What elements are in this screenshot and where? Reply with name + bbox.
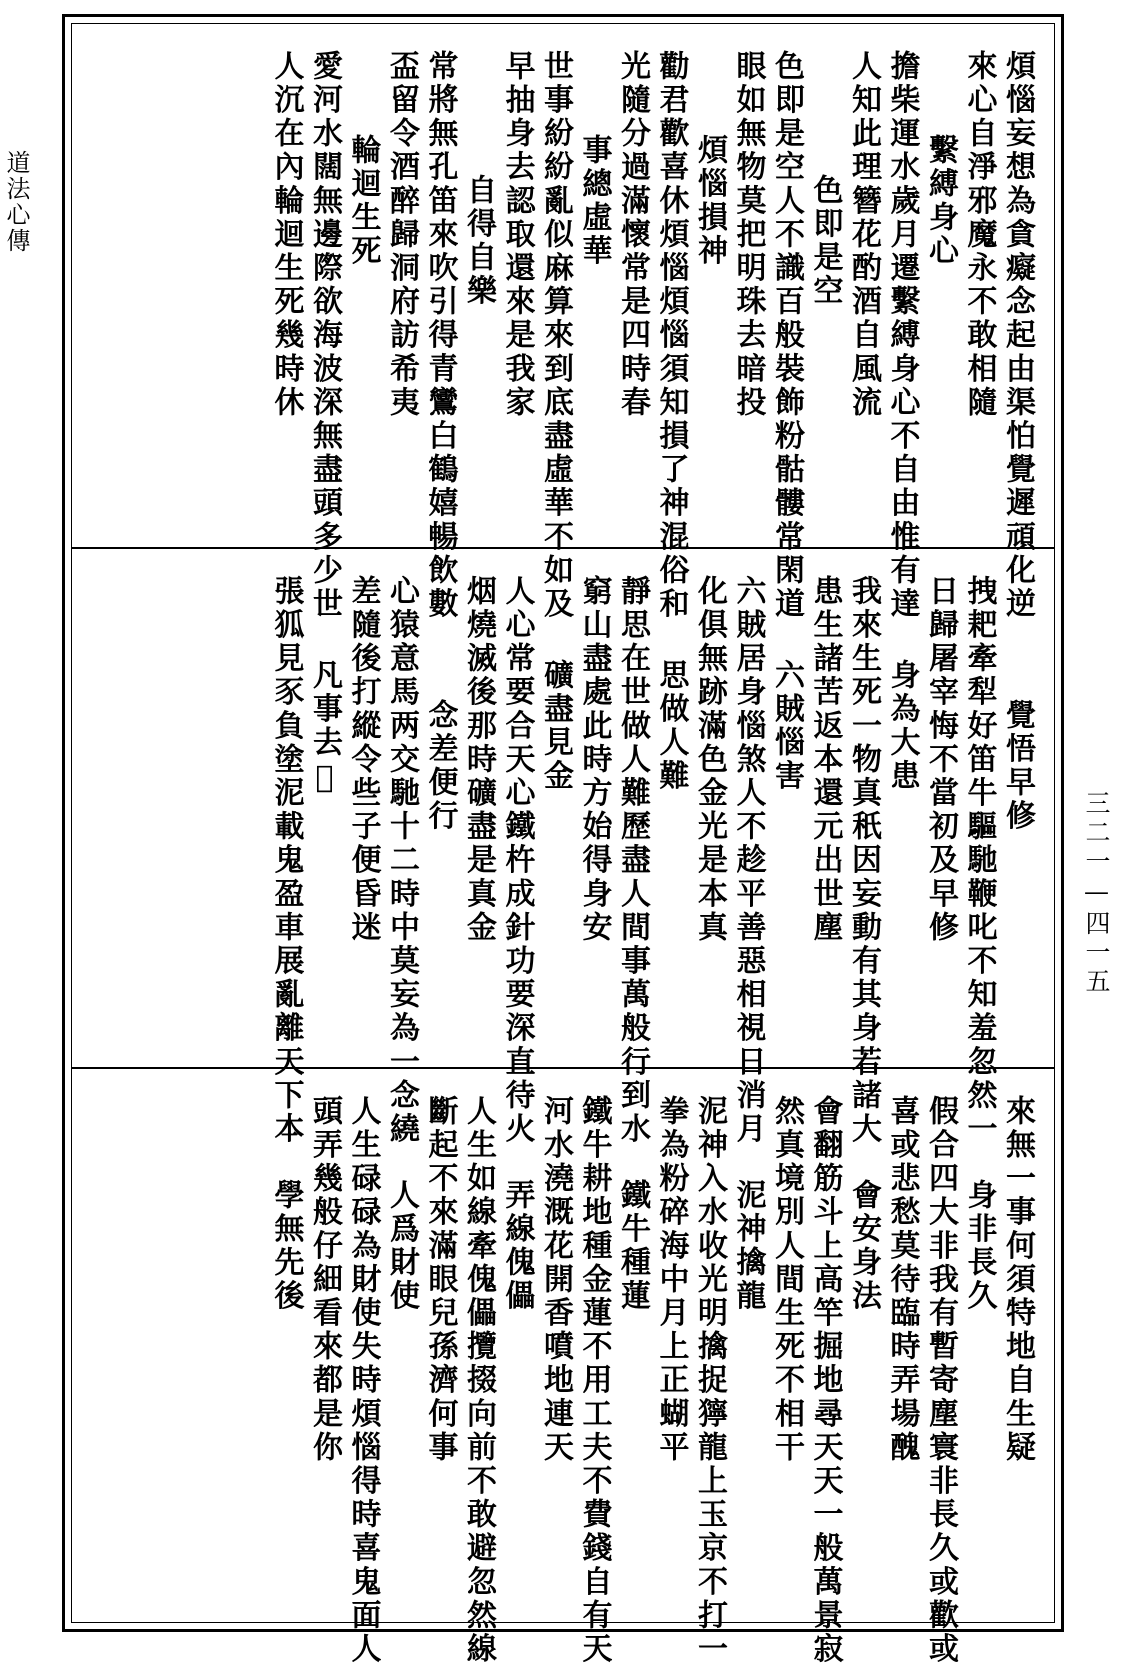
poem-text-column: 六賊居身惱煞人不趁平善惡相視日消月 (730, 575, 766, 1147)
poem-text-column: 來心自淨邪魔永不敢相隨 (961, 50, 997, 420)
poem-text-column: 日歸屠宰悔不當初及早修 (923, 575, 958, 945)
poem-title-column: 會安身法 (846, 1179, 881, 1314)
poem-text-column: 人生碌碌為財使失時煩惱得時喜鬼面人 (345, 1095, 381, 1666)
poem-text-column: 愛河水闊無邊際欲海波深無盡頭多少世 (307, 50, 342, 622)
poem-text-column: 窮山盡處此時方始得身安 (576, 575, 612, 945)
poem-text-column: 拽耙牽犁好笛牛驅馳鞭叱不知羞忽然一 (961, 575, 997, 1147)
poem-text-column: 人知此理簪花酌酒自風流 (846, 50, 881, 420)
poem-text-column: 會翻筋斗上高竿掘地尋天天一般萬景寂 (807, 1095, 843, 1666)
poem-text-column: 烟燒滅後那時礦盡是真金 (461, 575, 496, 945)
poem-text-column: 人心常要合天心鐵杵成針功要深直待火 (499, 575, 535, 1147)
poem-text-column: 靜思在世做人難歷盡人間事萬般行到水 (615, 575, 650, 1147)
poem-title-column: 輪迴生死 (345, 134, 381, 269)
poem-title-column: 鐵牛種蓮 (615, 1179, 650, 1314)
poem-text-column: 擔柴運水歲月遷繫縛身心不自由惟有達 (884, 50, 920, 622)
poem-title-column: 事總虛華 (576, 134, 612, 269)
poem-text-column: 色即是空人不識百般裝飾粉骷髏常閑道 (769, 50, 804, 622)
poem-title-column: 六賊惱害 (769, 659, 804, 794)
poem-text-column: 鐵牛耕地種金蓮不用工夫不費錢自有天 (576, 1095, 612, 1666)
page-frame (62, 14, 1064, 1666)
poem-text-column: 張狐見豕負塗泥載鬼盈車展亂離天下本 (268, 575, 304, 1147)
poem-text-column: 光隨分過滿懷常是四時春 (615, 50, 650, 420)
poem-text-column: 然真境別人間生死不相干 (769, 1095, 804, 1465)
text-band-top (72, 24, 1054, 622)
poem-text-column: 眼如無物莫把明珠去暗投 (730, 50, 766, 420)
poem-text-column: 心猿意馬两交馳十二時中莫妄為一念繞 (384, 575, 419, 1147)
poem-title-column: 覺悟早修 (1000, 699, 1035, 834)
text-band-middle (72, 547, 1054, 1147)
poem-text-column: 早抽身去認取還來是我家 (499, 50, 535, 420)
poem-text-column: 泥神入水收光明擒捉獰龍上玉京不打一 (692, 1095, 727, 1666)
poem-text-column: 斷起不來滿眼兒孫濟何事 (422, 1095, 458, 1465)
page-number-margin: 三二一—四一五 (1082, 790, 1111, 997)
text-area (71, 23, 1055, 1666)
poem-text-column: 患生諸苦返本還元出世塵 (807, 575, 843, 945)
poem-text-column: 假合四大非我有暫寄塵寰非長久或歡或 (923, 1095, 958, 1666)
poem-text-column: 拳為粉碎海中月上正蝴平 (653, 1095, 689, 1465)
poem-text-column: 河水澆溉花開香噴地連天 (538, 1095, 573, 1465)
poem-text-column: 勸君歡喜休煩惱煩惱須知損了神混俗和 (653, 50, 689, 622)
poem-text-column: 常將無孔笛來吹引得青鸞白鶴嬉暢飲數 (422, 50, 458, 622)
poem-title-column: 煩惱損神 (692, 134, 727, 269)
poem-title-column: 弄線傀儡 (499, 1179, 535, 1314)
poem-title-column: 人爲財使 (384, 1179, 419, 1314)
poem-title-column: 身為大患 (884, 659, 920, 794)
poem-title-column: 繫縛身心 (923, 134, 958, 269)
text-band-bottom (72, 1067, 1054, 1666)
poem-text-column: 頭弄幾般仔細看來都是你 (307, 1095, 342, 1465)
poem-text-column: 煩惱妄想為貪癡念起由渠怕覺遲頑化逆 (1000, 50, 1035, 622)
poem-text-column: 化俱無跡滿色金光是本真 (692, 575, 727, 945)
poem-text-column: 喜或悲愁莫待臨時弄場醜 (884, 1095, 920, 1465)
poem-text-column: 人生如線牽傀儡攬掇向前不敢避忽然線 (461, 1095, 496, 1666)
poem-text-column: 世事紛紛亂似麻算來到底盡虛華不如及 (538, 50, 573, 622)
poem-text-column: 人沉在內輪迴生死幾時休 (268, 50, 304, 420)
poem-text-column: 差隨後打縱令些子便昏迷 (345, 575, 381, 945)
poem-text-column: 我來生死一物真秖因妄動有其身若諸大 (846, 575, 881, 1147)
poem-title-column: 凡事去𢢾 (307, 659, 342, 799)
poem-title-column: 自得自樂 (461, 174, 496, 309)
poem-title-column: 礦盡見金 (538, 659, 573, 794)
poem-text-column: 盃留令酒醉歸洞府訪希夷 (384, 50, 419, 420)
poem-title-column: 學無先後 (268, 1179, 304, 1314)
poem-title-column: 色即是空 (807, 174, 843, 309)
poem-text-column: 來無一事何須特地自生疑 (1000, 1095, 1035, 1465)
poem-title-column: 泥神擒龍 (730, 1179, 766, 1314)
poem-title-column: 念差便行 (422, 699, 458, 834)
poem-title-column: 思做人難 (653, 659, 689, 794)
book-title-margin: 道法心傳 (2, 150, 30, 254)
poem-title-column: 身非長久 (961, 1179, 997, 1314)
